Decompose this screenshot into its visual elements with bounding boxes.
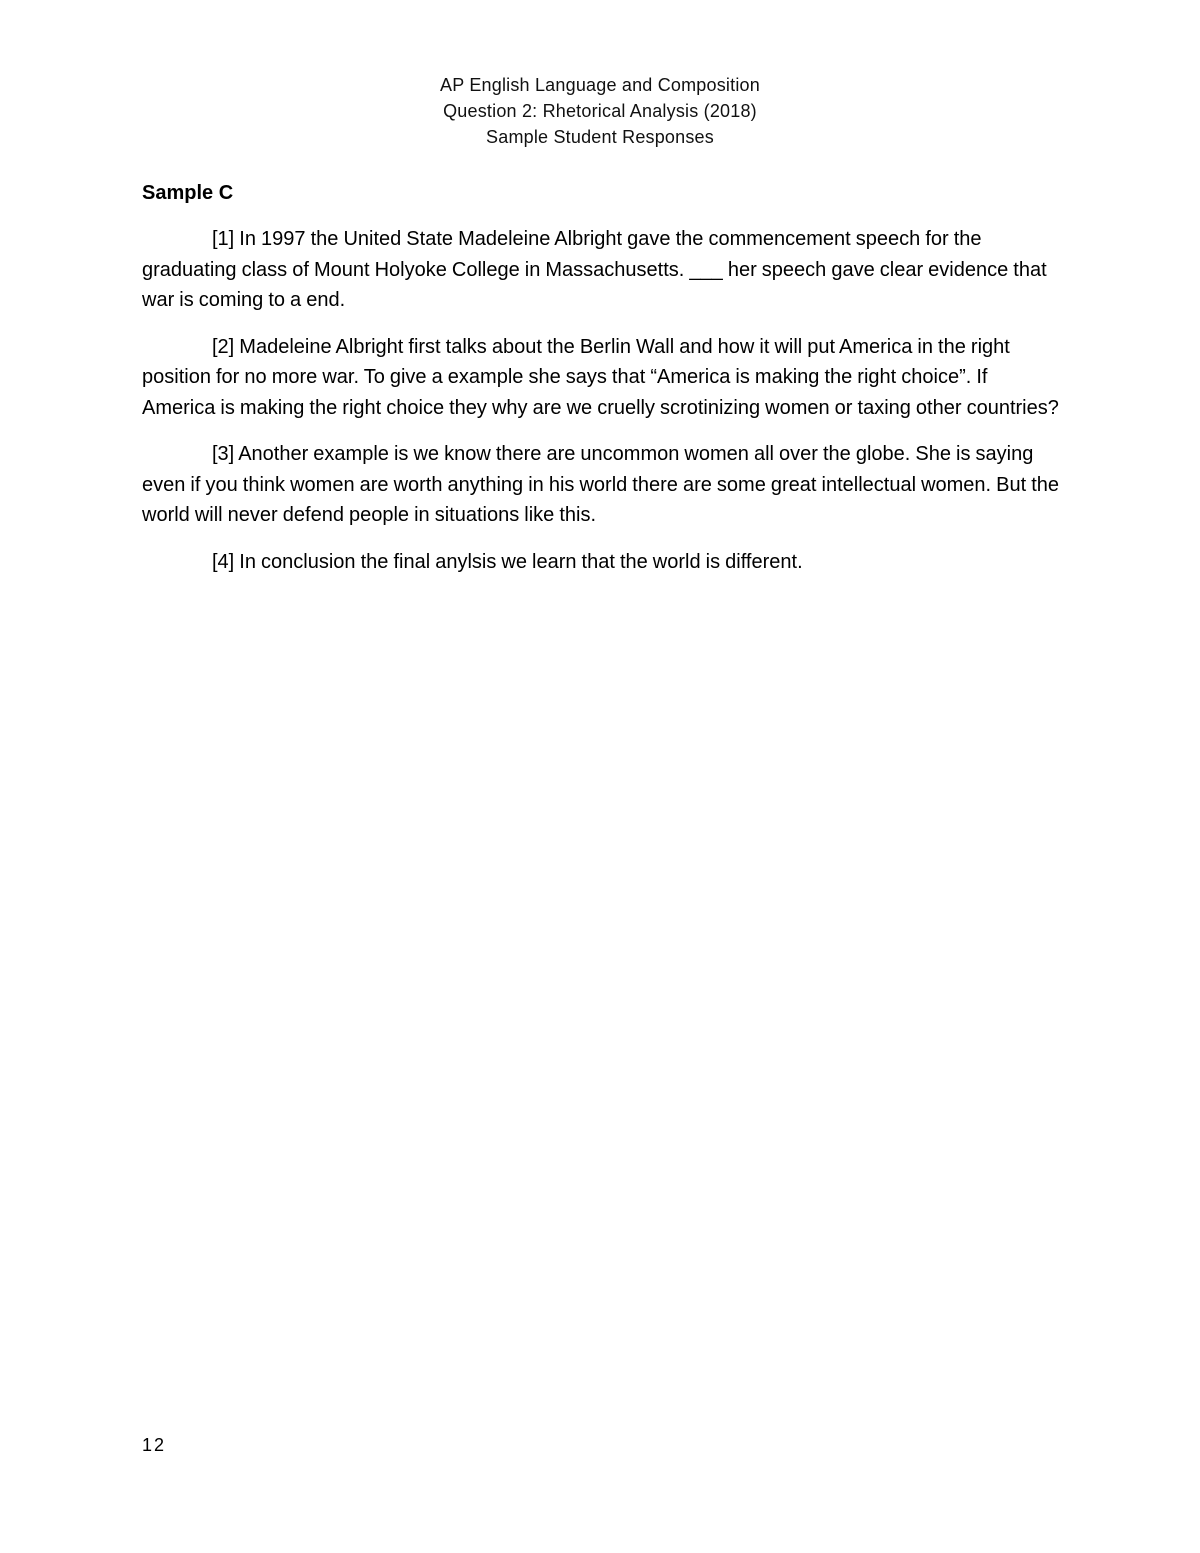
page-header: [0, 72, 1200, 150]
header-subtitle: Sample Student Responses: [486, 127, 714, 147]
paragraph-1: [1] In 1997 the United State Madeleine Albright gave the commencement speech for the graduating class of Mount Holyoke College in Massachusetts. ___ her speech gave clear evidence that war is coming to a end.: [142, 228, 1047, 311]
sample-response: [142, 178, 1062, 593]
page-number: 12: [142, 1435, 167, 1455]
paragraph-4: [4] In conclusion the final anylsis we learn that the world is different.: [212, 550, 803, 573]
header-question-title: Question 2: Rhetorical Analysis (2018): [443, 101, 757, 121]
paragraph-2: [2] Madeleine Albright first talks about the Berlin Wall and how it will put America in the right position for no more war. To give a example she says that “America is making the right choice”. If America is making the right choice they why are we cruelly scrotinizing women or taxing other countries?: [142, 335, 1059, 419]
sample-title: Sample C: [142, 182, 234, 204]
header-course-title: AP English Language and Composition: [440, 75, 760, 95]
paragraph-3: [3] Another example is we know there are uncommon women all over the globe. She is saying even if you think women are worth anything in his world there are some great intellectual women. But the world will never defend people in situations like this.: [142, 443, 1060, 526]
